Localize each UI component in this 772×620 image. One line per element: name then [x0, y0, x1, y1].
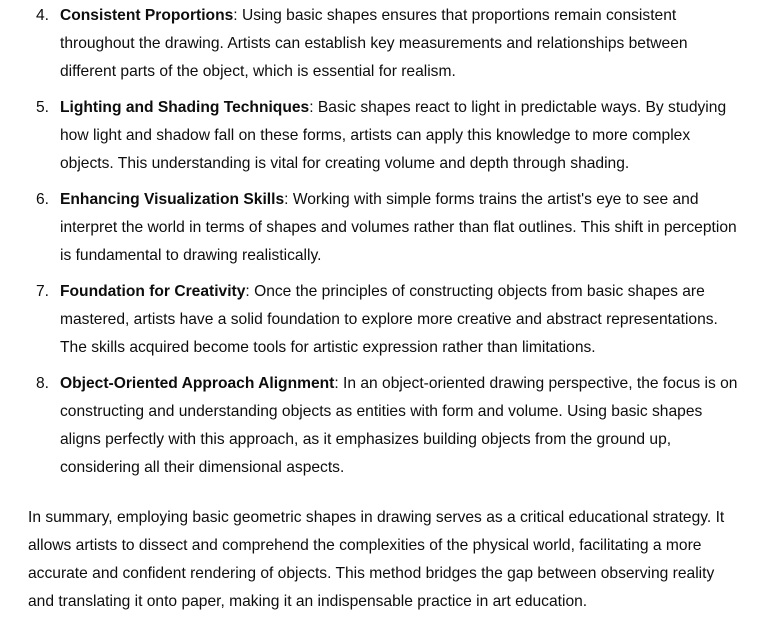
list-number: 8. [36, 375, 50, 392]
list-term: Enhancing Visualization Skills [60, 191, 285, 208]
summary-paragraph: In summary, employing basic geometric shapes in drawing serves as a critical educational strategy. It allows artists to dissect and comprehend the complexities of the physical world, facilitating a more accurate and confident rendering of objects. This method bridges the gap between observing reality and translating it onto paper, making it an indispensable practice in art education. [28, 509, 725, 610]
list-term: Foundation for Creativity [60, 283, 246, 300]
list-item-4 [28, 2, 744, 86]
list-item-6 [28, 186, 744, 270]
list-number: 7. [36, 283, 50, 300]
list-text: : In an object-oriented drawing perspective, the focus is on constructing and understanding objects as entities with form and volume. Using basic shapes aligns perfectly with this approach, as it emphasizes building objects from the ground up, considering all their dimensional aspects. [60, 375, 738, 476]
list-number: 6. [36, 191, 50, 208]
numbered-list [28, 2, 744, 482]
list-text: : Using basic shapes ensures that proportions remain consistent throughout the drawing. Artists can establish key measurements and relationships between different parts of the object, which is essential for realism. [60, 7, 688, 80]
list-term: Object-Oriented Approach Alignment [60, 375, 335, 392]
list-item-5 [28, 94, 744, 178]
list-text: : Once the principles of constructing objects from basic shapes are mastered, artists have a solid foundation to explore more creative and abstract representations. The skills acquired become tools for artistic expression rather than limitations. [60, 283, 718, 356]
list-text: : Working with simple forms trains the artist's eye to see and interpret the world in terms of shapes and volumes rather than flat outlines. This shift in perception is fundamental to drawing realistically. [60, 191, 737, 264]
list-item-7 [28, 278, 744, 362]
list-item-8 [28, 370, 744, 482]
list-number: 4. [36, 7, 50, 24]
list-number: 5. [36, 99, 50, 116]
list-term: Consistent Proportions [60, 7, 234, 24]
list-text: : Basic shapes react to light in predictable ways. By studying how light and shadow fall on these forms, artists can apply this knowledge to more complex objects. This understanding is vital for creating volume and depth through shading. [60, 99, 727, 172]
list-term: Lighting and Shading Techniques [60, 99, 310, 116]
